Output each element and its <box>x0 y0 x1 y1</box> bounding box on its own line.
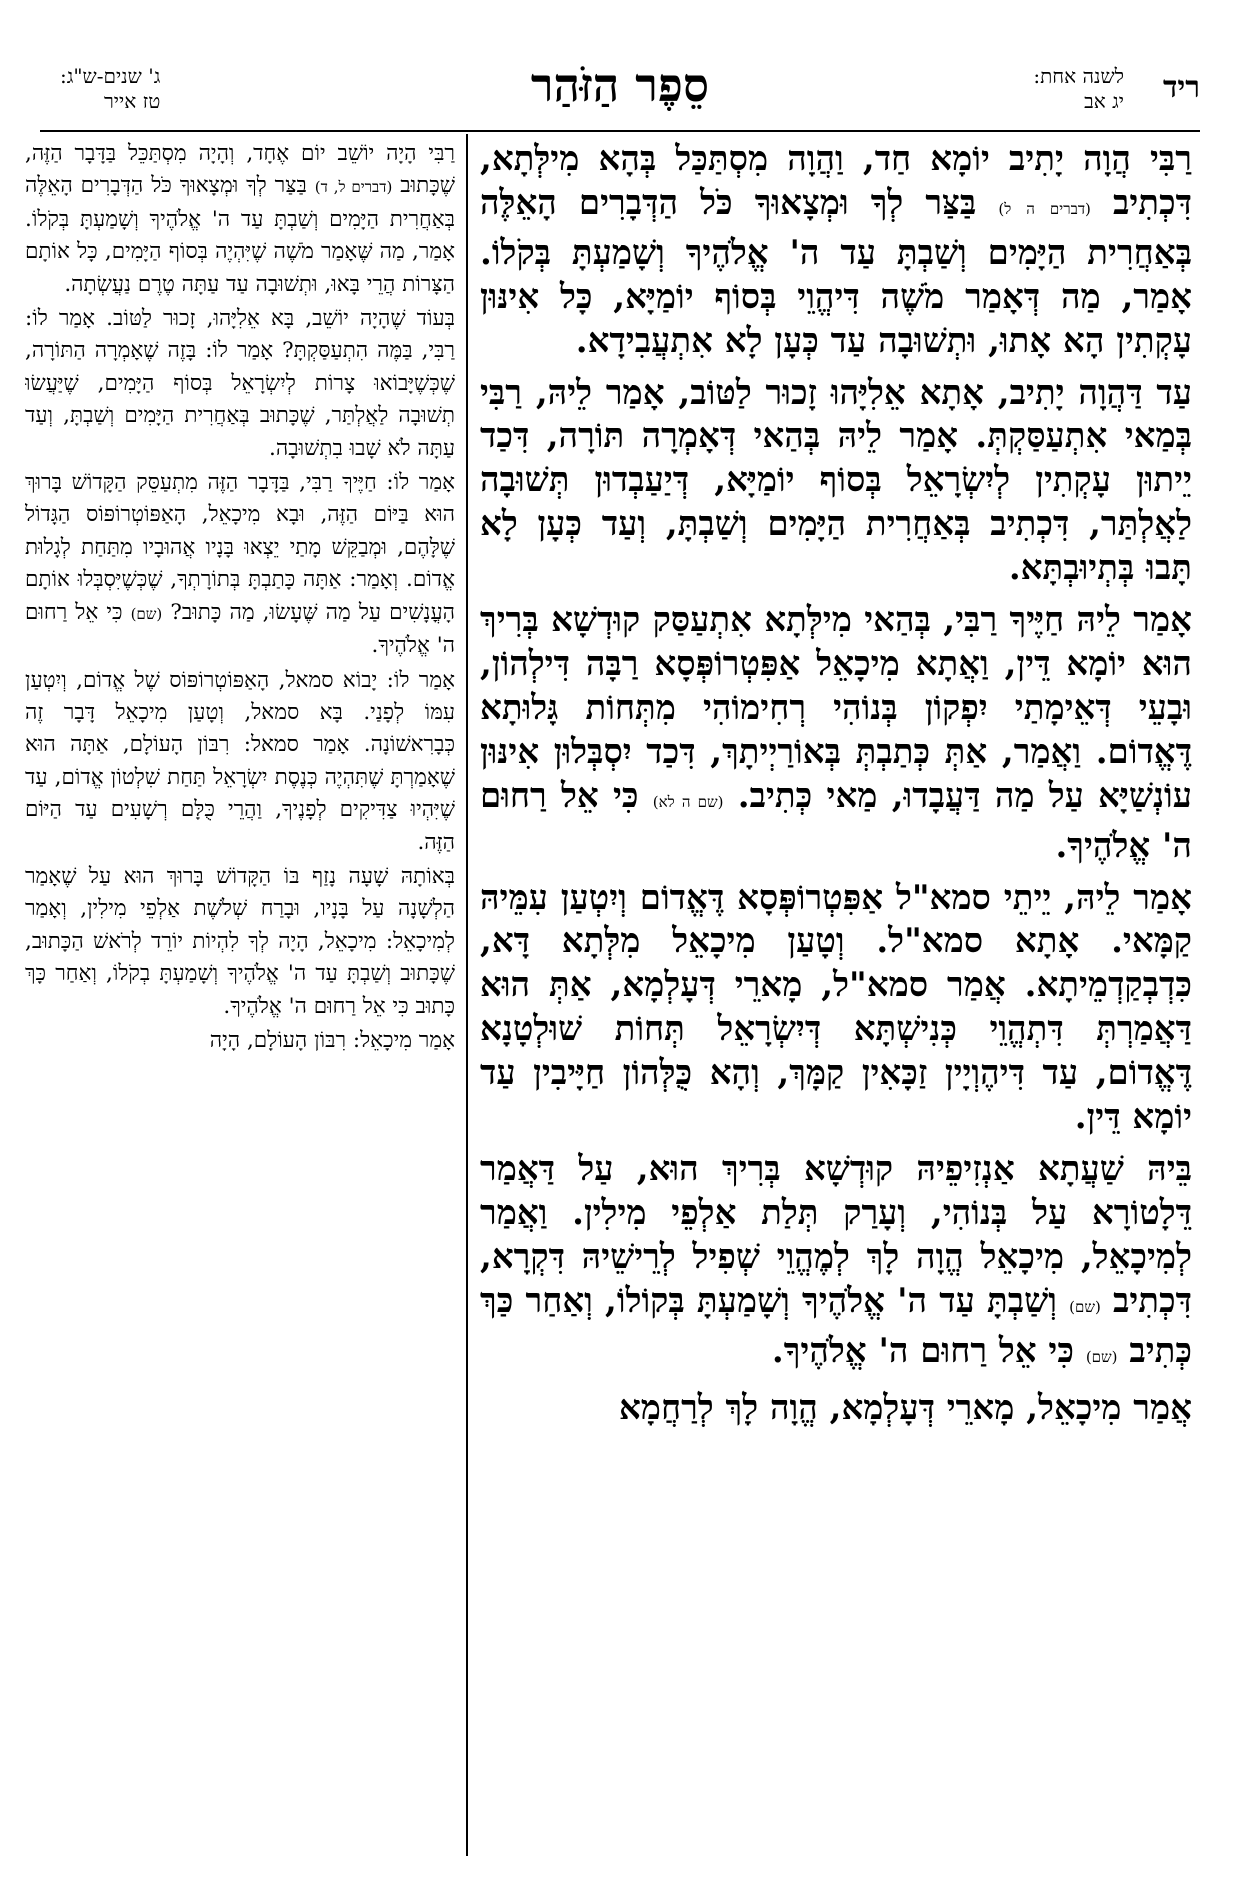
page-header <box>40 58 1200 138</box>
main-text-column <box>480 138 1192 1858</box>
column-divider <box>466 134 468 1856</box>
main-p2-text: עַד דַּהֲוָה יָתִיב, אָתָא אֵלִיָּהוּ זָכוּר לַטּוֹב, אָמַר לֵיהּ, רַבִּי בְּמַאי אִתְעַסַּקְתְּ. אָמַר לֵיהּ בְּהַאי דְּאָמְרָה תּוֹרָה, דִּכַד יֵיתוּן עָקְתִין לְיִשְׂרָאֵל בְּסוֹף יוֹמַיָּא, דְּיַעַבְדוּן תְּשׁוּבָה לַאֲלְתַּר, דִּכְתִיב בְּאַחֲרִית הַיָּמִים וְשַׁבְתָּ, וְעַד כְּעָן לָא תָּבוּ בְּתְיוּבְתָּא. <box>480 372 1192 589</box>
main-paragraph-5 <box>480 1148 1192 1380</box>
main-p1b-text: בַּצַּר לְךָ וּמְצָאוּךָ כֹּל הַדְּבָרִים הָאֵלֶּה בְּאַחֲרִית הַיָּמִים וְשַׁבְתָּ עַד ה' אֱלֹהֶיךָ וְשָׁמַעְתָּ בְּקֹלוֹ. אָמַר, מַה דְּאָמַר מֹשֶׁה דִּיהֱוֵי בְּסוֹף יוֹמַיָּא, כָּל אִינּוּן עָקְתִין הָא אָתוּ, וּתְשׁוּבָה עַד כְּעָן לָא אִתְעֲבִידָא. <box>480 182 1192 361</box>
side-s2-text: בְּעוֹד שֶׁהָיָה יוֹשֵׁב, בָּא אֵלִיָּהוּ, זָכוּר לַטּוֹב. אָמַר לוֹ: רַבִּי, בַּמֶּה הִתְעַסַּקְתָּ? אָמַר לוֹ: בָּזֶה שֶׁאָמְרָה הַתּוֹרָה, שֶׁכְּשֶׁיָּבוֹאוּ צָרוֹת לְיִשְׂרָאֵל בְּסוֹף הַיָּמִים, שֶׁיַּעֲשׂוּ תְשׁוּבָה לַאֲלְתַּר, שֶׁכָּתוּב בְּאַחֲרִית הַיָּמִים וְשַׁבְתָּ, וְעַד עַתָּה לֹא שָׁבוּ בִתְשׁוּבָה. <box>25 306 455 461</box>
page-number: ריד <box>1162 70 1200 105</box>
main-paragraph-6 <box>480 1387 1192 1431</box>
header-rule <box>40 130 1200 132</box>
side-paragraph-4 <box>25 665 455 859</box>
main-paragraph-2 <box>480 372 1192 592</box>
translation-column <box>25 138 455 1858</box>
schedule-three-years-date: טז אייר <box>103 89 161 113</box>
schedule-three-years <box>60 64 160 114</box>
side-s3b-text: כִּי אֵל רַחוּם ה' אֱלֹהֶיךָ. <box>25 599 455 659</box>
main-p3-text: אָמַר לֵיהּ חַיֶּיךָ רַבִּי, בְּהַאי מִילְּתָא אִתְעַסַּק קוּדְשָׁא בְּרִיךְ הוּא יוֹמָא דֵּין, וַאֲתָא מִיכָאֵל אַפִּטְרוֹפְּסָא רַבָּה דִּילְהוֹן, וּבָעֵי דְּאֵימָתַי יִפְקוֹן בְּנוֹהִי רְחִימוֹהִי מִתְּחוֹת גָּלוּתָא דֶּאֱדוֹם. וַאֲמַר, אַתְּ כְּתַבְתְּ בְּאוֹרַיְיתָךְ, דִּכַד יִסְבְּלוּן אִינּוּן עוֹנְשַׁיָּא עַל מַה דַּעֲבָדוּ, מַאי כְּתִיב. <box>480 600 1192 816</box>
main-p5b-text: וְשַׁבְתָּ עַד ה' אֱלֹהֶיךָ וְשָׁמַעְתָּ בְּקוֹלוֹ, וְאַחַר כַּךְ כְּתִיב <box>480 1280 1192 1371</box>
main-paragraph-4 <box>480 877 1192 1140</box>
main-p5c-text: כִּי אֵל רַחוּם ה' אֱלֹהֶיךָ. <box>771 1330 1074 1371</box>
main-p1-text: רַבִּי הֲוָה יָתִיב יוֹמָא חַד, וַהֲוָה מִסְתַּכַּל בְּהָא מִילְּתָא, דִּכְתִיב <box>480 139 1192 223</box>
schedule-one-year-label: לשנה אחת: <box>1033 64 1124 88</box>
side-s1-text: רַבִּי הָיָה יוֹשֵׁב יוֹם אֶחָד, וְהָיָה מִסְתַּכֵּל בַּדָּבָר הַזֶּה, שֶׁכָּתוּב <box>25 141 455 199</box>
side-s1-source: (דברים ל, ד) <box>314 178 393 197</box>
side-paragraph-5 <box>25 861 455 1023</box>
main-p1-source: (דברים ה ל) <box>998 199 1091 218</box>
side-s5-text: בְּאוֹתָהּ שָׁעָה נָזַף בּוֹ הַקָּדוֹשׁ בָּרוּךְ הוּא עַל שֶׁאָמַר הַלְשָׁנָה עַל בָּנָיו, וּבָרַח שְׁלֹשֶׁת אַלְפֵי מִילִין, וְאָמַר לְמִיכָאֵל: מִיכָאֵל, הָיָה לְךָ לִהְיוֹת יוֹרֵד לְרֹאשׁ הַכָּתוּב, שֶׁכָּתוּב וְשַׁבְתָּ עַד ה' אֱלֹהֶיךָ וְשָׁמַעְתָּ בְקֹלוֹ, וְאַחַר כָּךְ כָּתוּב כִּי אֵל רַחוּם ה' אֱלֹהֶיךָ. <box>25 863 455 1019</box>
side-paragraph-1 <box>25 138 455 301</box>
side-s6-text: אָמַר מִיכָאֵל: רִבּוֹן הָעוֹלָם, הָיָה <box>209 1027 455 1053</box>
book-title: סֵפֶר הַזֹּהַר <box>530 58 710 112</box>
side-s4-text: אָמַר לוֹ: יָבוֹא סמאל, הָאַפּוֹטְרוֹפּוֹס שֶׁל אֱדוֹם, וְיִטְעַן עִמּוֹ לְפָנַי. בָּא סמאל, וְטָעַן מִיכָאֵל דָּבָר זֶה כְּבָרִאשׁוֹנָה. אָמַר סמאל: רִבּוֹן הָעוֹלָם, אַתָּה הוּא שֶׁאָמַרְתָּ שֶׁתִּהְיֶה כְּנֶסֶת יִשְׂרָאֵל תַּחַת שִׁלְטוֹן אֱדוֹם, עַד שֶׁיִּהְיוּ צַדִּיקִים לְפָנֶיךָ, וַהֲרֵי כֻּלָּם רְשָׁעִים עַד הַיּוֹם הַזֶּה. <box>25 667 455 855</box>
side-s3-text: אָמַר לוֹ: חַיֶּיךָ רַבִּי, בַּדָּבָר הַזֶּה מִתְעַסֵּק הַקָּדוֹשׁ בָּרוּךְ הוּא בַּיּוֹם הַזֶּה, וּבָא מִיכָאֵל, הָאַפּוֹטְרוֹפּוֹס הַגָּדוֹל שֶׁלָּהֶם, וּמְבַקֵּשׁ מָתַי יֵצְאוּ בָּנָיו אֲהוּבָיו מִתַּחַת לְגָלוּת אֱדוֹם. וְאָמַר: אַתָּה כָּתַבְתָּ בְּתוֹרָתְךָ, שֶׁכְּשֶׁיִּסְבְּלוּ אוֹתָם הָעֳנָשִׁים עַל מַה שֶּׁעָשׂוּ, מַה כָּתוּב? <box>25 470 455 625</box>
main-p6-text: אֲמַר מִיכָאֵל, מָארֵי דְּעָלְמָא, הֱוָה לָךְ לְרַחֲמָא <box>618 1388 1192 1429</box>
main-p5-source-2: (שם) <box>1085 1347 1118 1366</box>
main-p5-text: בֵּיהּ שַׁעֲתָא אַנְזִיפֵיהּ קוּדְשָׁא בְּרִיךְ הוּא, עַל דַּאֲמַר דֵּלָטוֹרָא עַל בְּנוֹהִי, וְעָרַק תְּלַת אַלְפֵי מִילִין. וַאֲמַר לְמִיכָאֵל, מִיכָאֵל הֱוָה לָךְ לְמֶהֱוֵי שְׁפִיל לְרֵישֵׁיהּ דִּקְרָא, דִּכְתִיב <box>480 1148 1192 1321</box>
main-p4-text: אָמַר לֵיהּ, יֵיתֵי סמא"ל אַפִּטְרוֹפְּסָא דֶּאֱדוֹם וְיִטְעַן עִמֵּיהּ קַמָּאי. אָתָא סמא"ל. וְטָעַן מִיכָאֵל מִלְּתָא דָּא, כִּדְבְקַדְמֵיתָא. אֲמַר סמא"ל, מָארֵי דְּעָלְמָא, אַתְּ הוּא דַּאֲמַרְתְּ דִּתְהֱוֵי כְּנִישְׁתָּא דְּיִשְׂרָאֵל תְּחוֹת שׁוּלְטָנָא דֶּאֱדוֹם, עַד דִּיהֶוְיָין זַכָּאִין קַמָּךְ, וְהָא כֻּלְּהוֹן חַיָּיבִין עַד יוֹמָא דֵּין. <box>480 877 1192 1138</box>
main-paragraph-3 <box>480 599 1192 868</box>
main-p3-source: (שם ה לא) <box>652 792 724 811</box>
side-paragraph-2 <box>25 303 455 465</box>
main-p3b-text: כִּי אֵל רַחוּם ה' אֱלֹהֶיךָ. <box>480 775 1192 866</box>
side-s1b-text: בַּצַּר לְךָ וּמְצָאוּךָ כֹּל הַדְּבָרִים הָאֵלֶּה בְּאַחֲרִית הַיָּמִים וְשַׁבְתָּ עַד ה' אֱלֹהֶיךָ וְשָׁמַעְתָּ בְּקֹלוֹ. אָמַר, מַה שֶּׁאָמַר מֹשֶׁה שֶׁיִּהְיֶה בְּסוֹף הַיָּמִים, כָּל אוֹתָם הַצָּרוֹת הֲרֵי בָּאוּ, וּתְשׁוּבָה עַד עַתָּה טֶרֶם נַעֲשְׂתָה. <box>25 173 455 297</box>
main-paragraph-1 <box>480 138 1192 364</box>
schedule-one-year-date: יג אב <box>1084 89 1124 113</box>
main-p5-source: (שם) <box>1069 1297 1101 1316</box>
schedule-three-years-label: ג' שנים-ש"ג: <box>60 64 161 88</box>
side-s3-source: (שם) <box>130 604 163 623</box>
side-paragraph-6 <box>25 1025 455 1057</box>
side-paragraph-3 <box>25 467 455 662</box>
